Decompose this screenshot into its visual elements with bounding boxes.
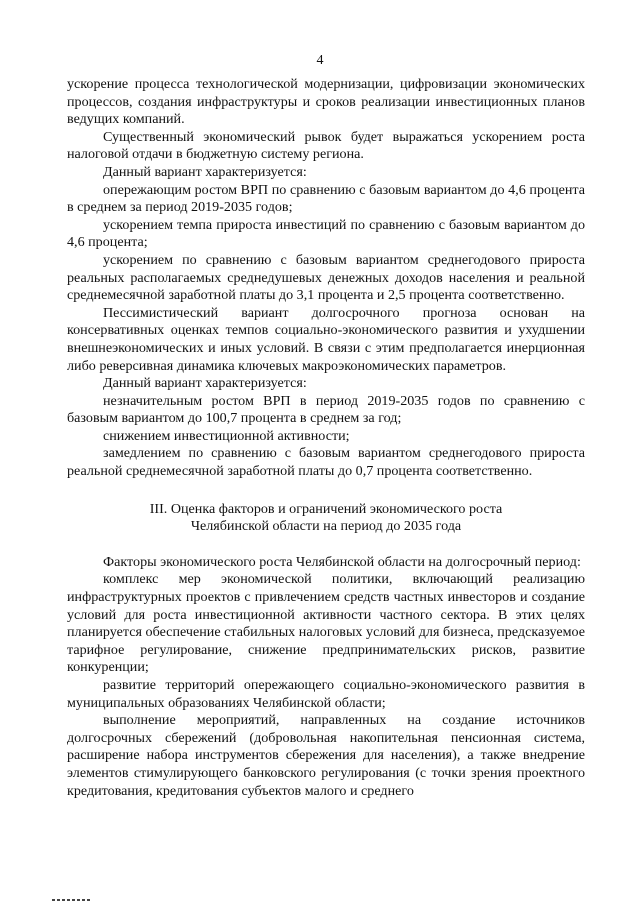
section-heading-line: III. Оценка факторов и ограничений экономического роста [149, 500, 503, 517]
section-heading-line: Челябинской области на период до 2035 года [190, 518, 462, 535]
paragraph: незначительным ростом ВРП в период 2019-2035 годов по сравнению с базовым вариантом до 100,7 процента в среднем за год; [67, 392, 585, 427]
paragraph: Пессимистический вариант долгосрочного прогноза основан на консервативных оценках темпов социально-экономического развития и ухудшении внешнеэкономических и иных условий. В связи с этим предполагается инерционная либо реверсивная динамика ключевых макроэкономических параметров. [67, 304, 585, 374]
paragraph: замедлением по сравнению с базовым вариантом среднегодового прироста реальной среднемесячной заработной платы до 0,7 процента соответственно. [67, 445, 585, 480]
paragraph: Факторы экономического роста Челябинской области на долгосрочный период: [103, 553, 581, 570]
paragraph: ускорением темпа прироста инвестиций по сравнению с базовым вариантом до 4,6 процента; [67, 216, 585, 251]
paragraph: Существенный экономический рывок будет выражаться ускорением роста налоговой отдачи в бюджетную систему региона. [67, 128, 585, 163]
document-body [67, 76, 585, 800]
paragraph: опережающим ростом ВРП по сравнению с базовым вариантом до 4,6 процента в среднем за период 2019-2035 годов; [67, 181, 585, 216]
page-number: 4 [316, 53, 324, 68]
paragraph: комплекс мер экономической политики, включающий реализацию инфраструктурных проектов с привлечением средств частных инвесторов и создание условий для роста инвестиционной активности частного сектора. В этих целях планируется обеспечение стабильных налоговых условий для бизнеса, предсказуемое тарифное регулирование, снижение предпринимательских рисков, развитие конкуренции; [67, 571, 585, 676]
paragraph: Данный вариант характеризуется: [103, 375, 307, 392]
paragraph: ускорение процесса технологической модернизации, цифровизации экономических процессов, создания инфраструктуры и сроков реализации инвестиционных планов ведущих компаний. [67, 76, 585, 128]
paragraph: Данный вариант характеризуется: [103, 163, 307, 180]
paragraphs-after [67, 554, 585, 800]
paragraph: развитие территорий опережающего социально-экономического развития в муниципальных образованиях Челябинской области; [67, 677, 585, 711]
paragraph: снижением инвестиционной активности; [103, 427, 350, 444]
paragraph: выполнение мероприятий, направленных на создание источников долгосрочных сбережений (добровольная накопительная пенсионная система, расширение набора инструментов сбережения для населения), а также внедрение элементов стимулирующего банковского регулирования (с точки зрения проектного кредитования, кредитования субъектов малого и среднего [67, 712, 585, 799]
paragraph: ускорением по сравнению с базовым вариантом среднегодового прироста реальных располагаемых среднедушевых денежных доходов населения и реальной среднемесячной заработной платы до 3,1 процента и 2,5 процента соответственно. [67, 251, 585, 304]
paragraphs-before [67, 76, 585, 481]
page-edge-mark [52, 899, 90, 901]
section-heading [67, 501, 585, 536]
